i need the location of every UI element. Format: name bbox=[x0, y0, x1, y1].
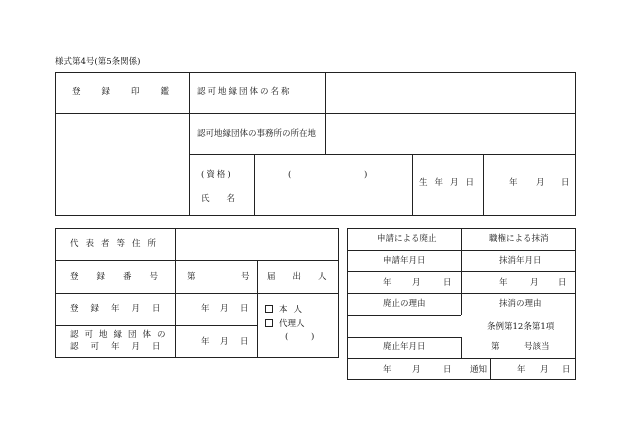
date-day: 日 bbox=[443, 278, 452, 288]
divider bbox=[461, 337, 462, 358]
date-month: 月 bbox=[412, 278, 421, 288]
date-month: 月 bbox=[530, 278, 539, 288]
divider bbox=[254, 154, 255, 216]
approval-label-line2: 認可年月日 bbox=[70, 342, 173, 352]
office-address-label: 認可地縁団体の事務所の所在地 bbox=[197, 129, 317, 139]
date-year: 年 bbox=[383, 365, 392, 375]
paren-open: ( bbox=[285, 332, 289, 342]
date-year: 年 bbox=[509, 178, 518, 188]
seal-label: 登録印鑑 bbox=[72, 87, 191, 97]
date-month: 月 bbox=[540, 365, 549, 375]
ordinance-clause: 条例第12条第1項 bbox=[487, 322, 555, 332]
paren-open: ( bbox=[288, 170, 292, 180]
divider bbox=[257, 260, 258, 358]
divider bbox=[412, 154, 413, 216]
divider bbox=[55, 293, 339, 294]
dai-label: 第 bbox=[491, 342, 500, 352]
divider bbox=[347, 250, 576, 251]
divider bbox=[347, 271, 576, 272]
form-title: 様式第4号(第5条関係) bbox=[55, 57, 141, 67]
abolish-date-label: 廃止年月日 bbox=[383, 342, 426, 352]
paren-close: ) bbox=[364, 170, 368, 180]
deletion-date-label: 抹消年月日 bbox=[499, 256, 542, 266]
date-month: 月 bbox=[220, 304, 229, 314]
deletion-by-authority-label: 職権による抹消 bbox=[489, 234, 549, 244]
divider bbox=[347, 358, 576, 359]
name-label: 氏名 bbox=[201, 194, 253, 204]
date-month: 月 bbox=[220, 337, 229, 347]
deletion-reason-label: 抹消の理由 bbox=[499, 299, 542, 309]
reg-number-label: 登録番号 bbox=[70, 272, 177, 282]
qualification-label: (資格) bbox=[201, 170, 233, 180]
date-year: 年 bbox=[383, 278, 392, 288]
paren-close: ) bbox=[311, 332, 315, 342]
divider bbox=[189, 154, 576, 155]
divider bbox=[189, 113, 576, 114]
divider bbox=[55, 325, 257, 326]
divider bbox=[55, 260, 339, 261]
request-date-label: 申請年月日 bbox=[383, 256, 426, 266]
approval-label-line1: 認可地縁団体の bbox=[70, 330, 172, 340]
reg-date-label: 登録年月日 bbox=[70, 304, 173, 314]
checkbox-icon[interactable] bbox=[265, 319, 273, 327]
filer-label: 届出人 bbox=[267, 272, 344, 282]
divider bbox=[325, 72, 326, 154]
dai-label: 第 bbox=[187, 272, 196, 282]
notice-label: 通知 bbox=[470, 365, 488, 375]
divider bbox=[483, 154, 484, 216]
date-day: 日 bbox=[562, 365, 571, 375]
checkbox-icon[interactable] bbox=[265, 305, 273, 313]
date-day: 日 bbox=[240, 304, 249, 314]
date-year: 年 bbox=[201, 337, 210, 347]
abolish-reason-label: 廃止の理由 bbox=[383, 299, 426, 309]
option-self[interactable] bbox=[265, 305, 308, 315]
date-day: 日 bbox=[561, 178, 570, 188]
date-year: 年 bbox=[201, 304, 210, 314]
divider bbox=[55, 113, 189, 114]
option-agent-label: 代理人 bbox=[279, 319, 305, 329]
date-month: 月 bbox=[536, 178, 545, 188]
birth-date-label: 生年月日 bbox=[419, 178, 482, 188]
divider bbox=[347, 337, 461, 338]
go-label: 号 bbox=[241, 272, 250, 282]
divider bbox=[347, 293, 576, 294]
date-year: 年 bbox=[499, 278, 508, 288]
applicable-label: 号該当 bbox=[524, 342, 550, 352]
divider bbox=[490, 358, 491, 380]
date-year: 年 bbox=[517, 365, 526, 375]
rep-address-label: 代表者等住所 bbox=[70, 239, 164, 249]
option-self-label: 本人 bbox=[279, 305, 309, 315]
date-month: 月 bbox=[412, 365, 421, 375]
option-agent[interactable] bbox=[265, 319, 305, 329]
abolish-by-request-label: 申請による廃止 bbox=[377, 234, 437, 244]
date-day: 日 bbox=[240, 337, 249, 347]
date-day: 日 bbox=[443, 365, 452, 375]
divider bbox=[347, 315, 461, 316]
date-day: 日 bbox=[558, 278, 567, 288]
org-name-label: 認可地縁団体の名称 bbox=[197, 87, 292, 97]
